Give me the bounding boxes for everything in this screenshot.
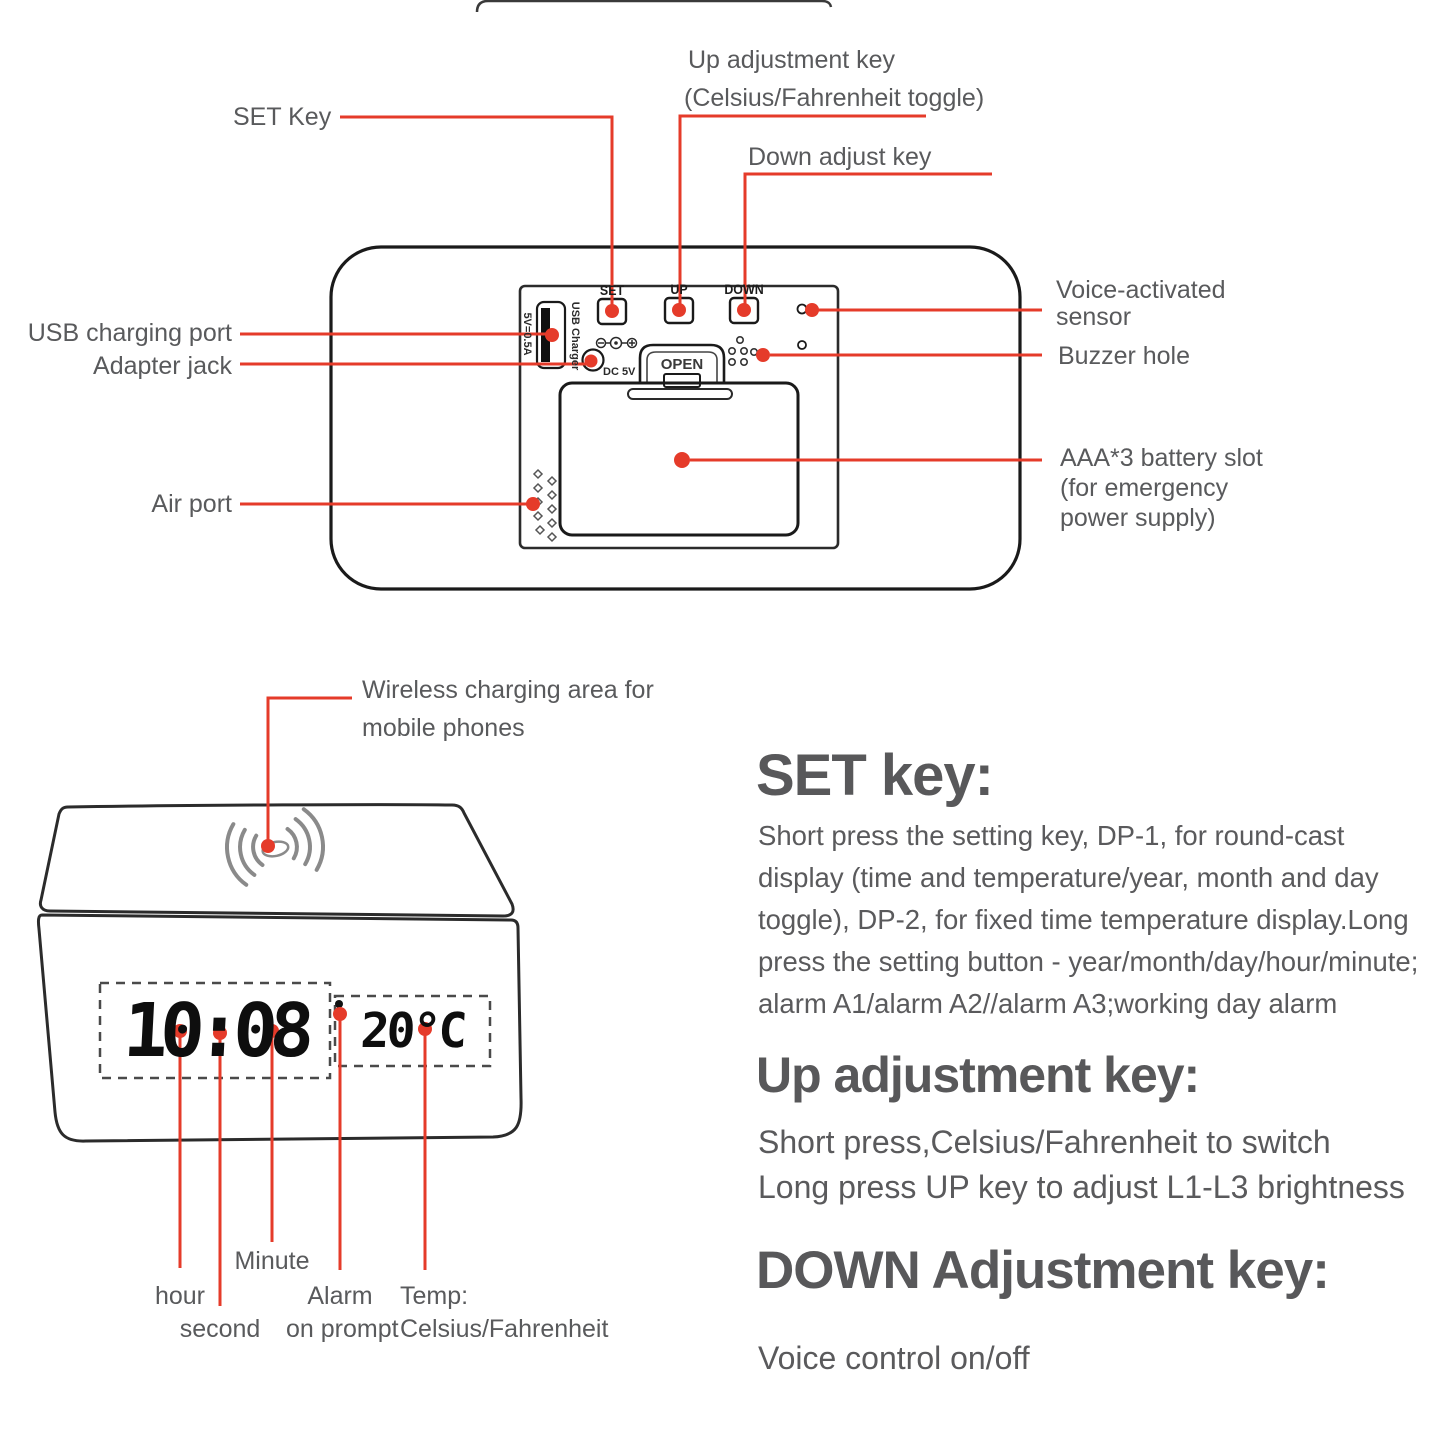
set-key-body-line: Short press the setting key, DP-1, for round-cast: [758, 820, 1345, 851]
up-button-label: UP: [670, 282, 688, 297]
callout-up-key-line2: (Celsius/Fahrenheit toggle): [684, 84, 985, 112]
back-panel: [520, 286, 838, 548]
callout-wireless-line1: Wireless charging area for: [362, 676, 654, 704]
callout-temp-line2: Celsius/Fahrenheit: [400, 1315, 609, 1343]
callout-alarm-line1: Alarm: [307, 1282, 373, 1310]
callout-buzzer: Buzzer hole: [1058, 342, 1191, 370]
back-view-drawing: [331, 247, 1020, 589]
set-key-body-line: display (time and temperature/year, month and day: [758, 862, 1379, 893]
up-key-body-line: Long press UP key to adjust L1-L3 brightness: [758, 1169, 1405, 1205]
top-crop-line: [477, 1, 831, 12]
callout-second: second: [179, 1315, 261, 1343]
callout-hour: hour: [154, 1282, 206, 1310]
usb-rating-label: 5V=0.5A: [521, 312, 533, 356]
polarity-icon: [596, 338, 637, 349]
callout-temp-line1: Temp:: [400, 1282, 469, 1310]
clock-top-face: [40, 805, 513, 916]
callout-usb-port: USB charging port: [27, 319, 232, 347]
up-key-body-line: Short press,Celsius/Fahrenheit to switch: [758, 1124, 1331, 1160]
set-key-body-line: toggle), DP-2, for fixed time temperature display.Long: [758, 904, 1409, 935]
callout-down-key: Down adjust key: [748, 143, 932, 171]
set-key-body-line: alarm A1/alarm A2//alarm A3;working day alarm: [758, 988, 1338, 1019]
callout-battery-line2: (for emergency: [1060, 474, 1229, 502]
callout-voice-line2: sensor: [1056, 303, 1132, 331]
up-key-heading: Up adjustment key:: [756, 1047, 1200, 1103]
set-button-label: SET: [599, 283, 625, 298]
front-view-drawing: [38, 805, 521, 1141]
callout-adapter-jack: Adapter jack: [93, 352, 232, 380]
callout-battery-line3: power supply): [1060, 504, 1216, 532]
usb-charger-label: USB Charger: [569, 301, 581, 371]
callout-set-key: SET Key: [233, 103, 332, 131]
down-key-heading: DOWN Adjustment key:: [756, 1241, 1329, 1300]
callout-battery-line1: AAA*3 battery slot: [1060, 444, 1263, 472]
callout-alarm-line2: on prompt: [286, 1315, 399, 1343]
callout-up-key-line1: Up adjustment key: [688, 46, 896, 74]
lcd-time-display: 10:08: [121, 988, 309, 1074]
callout-minute: Minute: [234, 1247, 310, 1275]
callout-air-port: Air port: [151, 490, 232, 518]
set-key-body-line: press the setting button - year/month/day/hour/minute;: [758, 946, 1419, 977]
open-label: OPEN: [660, 356, 704, 373]
lcd-temp-display: 20°C: [359, 1003, 466, 1059]
callout-voice-line1: Voice-activated: [1056, 276, 1226, 304]
dc-5v-label: DC 5V: [603, 366, 636, 378]
down-key-body-line: Voice control on/off: [758, 1340, 1030, 1376]
set-key-heading: SET key:: [756, 743, 993, 808]
down-button-label: DOWN: [724, 282, 764, 297]
callout-wireless-line2: mobile phones: [362, 714, 525, 742]
